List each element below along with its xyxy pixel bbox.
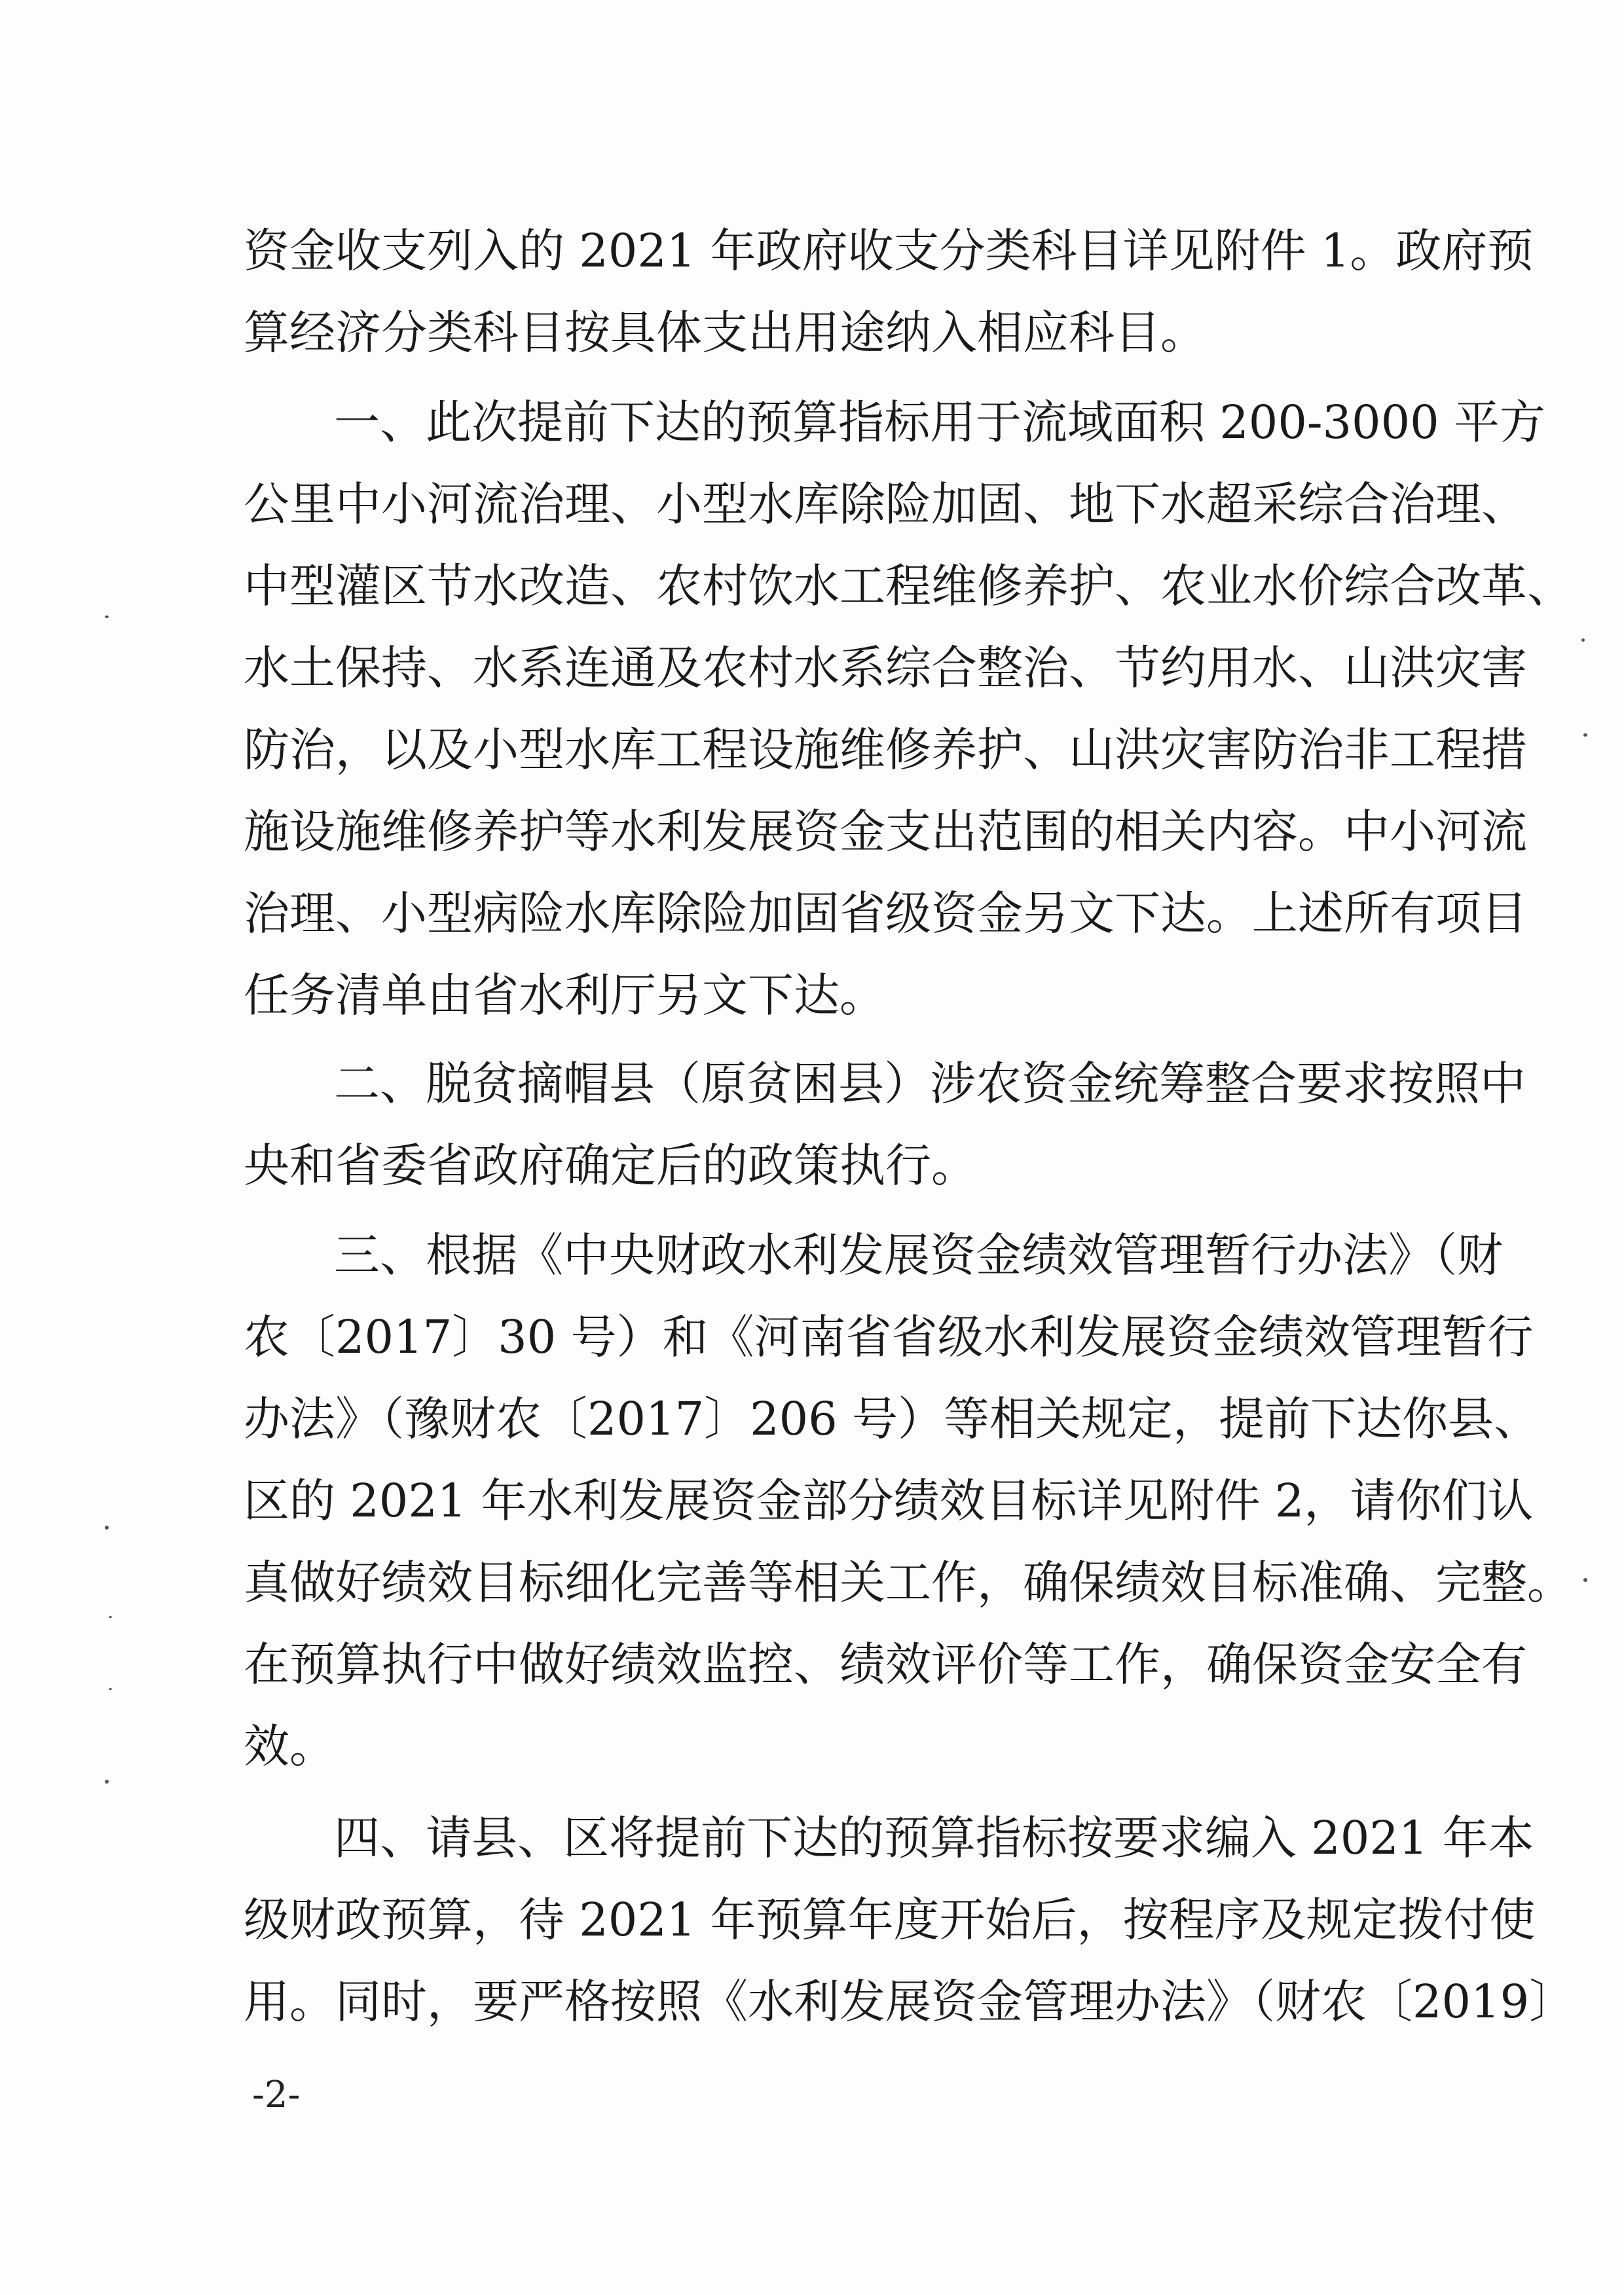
body-line-1: 资金收支列入的 2021 年政府收支分类科目详见附件 1。政府预 [244,224,1534,278]
scan-speck [1583,1578,1587,1582]
section-1-line-8: 任务清单由省水利厅另文下达。 [244,968,885,1022]
section-4-line-1: 四、请县、区将提前下达的预算指标按要求编入 2021 年本 [334,1811,1534,1865]
section-4-line-2: 级财政预算，待 2021 年预算年度开始后，按程序及规定拨付使 [244,1893,1536,1947]
section-3-line-5: 真做好绩效目标细化完善等相关工作，确保绩效目标准确、完整。 [244,1556,1573,1609]
section-3-line-4: 区的 2021 年水利发展资金部分绩效目标详见附件 2，请你们认 [244,1474,1534,1528]
scan-speck [109,1688,112,1690]
scan-speck [105,1780,109,1784]
page-number: -2- [252,2074,301,2116]
scan-speck [109,1616,112,1618]
section-1-line-4: 水土保持、水系连通及农村水系综合整治、节约用水、山洪灾害 [244,641,1527,695]
section-3-line-1: 三、根据《中央财政水利发展资金绩效管理暂行办法》（财 [334,1228,1503,1282]
section-3-line-2: 农〔2017〕30 号）和《河南省省级水利发展资金绩效管理暂行 [244,1310,1534,1364]
scan-speck [105,1526,109,1530]
section-1-line-7: 治理、小型病险水库除险加固省级资金另文下达。上述所有项目 [244,887,1527,940]
section-1-line-5: 防治，以及小型水库工程设施维修养护、山洪灾害防治非工程措 [244,723,1527,777]
section-4-line-3: 用。同时，要严格按照《水利发展资金管理办法》（财农〔2019〕 [244,1975,1576,2029]
section-2-line-2: 央和省委省政府确定后的政策执行。 [244,1139,977,1192]
section-3-line-6: 在预算执行中做好绩效监控、绩效评价等工作，确保资金安全有 [244,1638,1527,1691]
scan-speck [105,615,109,618]
scan-speck [1581,638,1585,642]
body-line-2: 算经济分类科目按具体支出用途纳入相应科目。 [244,306,1206,359]
section-1-line-2: 公里中小河流治理、小型水库除险加固、地下水超采综合治理、 [244,477,1527,531]
section-3-line-7: 效。 [244,1719,335,1773]
scan-speck [1583,733,1587,737]
section-2-line-1: 二、脱贫摘帽县（原贫困县）涉农资金统筹整合要求按照中 [334,1057,1526,1111]
section-1-line-3: 中型灌区节水改造、农村饮水工程维修养护、农业水价综合改革、 [244,559,1573,613]
section-3-line-3: 办法》（豫财农〔2017〕206 号）等相关规定，提前下达你县、 [244,1392,1540,1446]
section-1-line-6: 施设施维修养护等水利发展资金支出范围的相关内容。中小河流 [244,805,1527,858]
section-1-line-1: 一、此次提前下达的预算指标用于流域面积 200-3000 平方 [334,395,1545,449]
